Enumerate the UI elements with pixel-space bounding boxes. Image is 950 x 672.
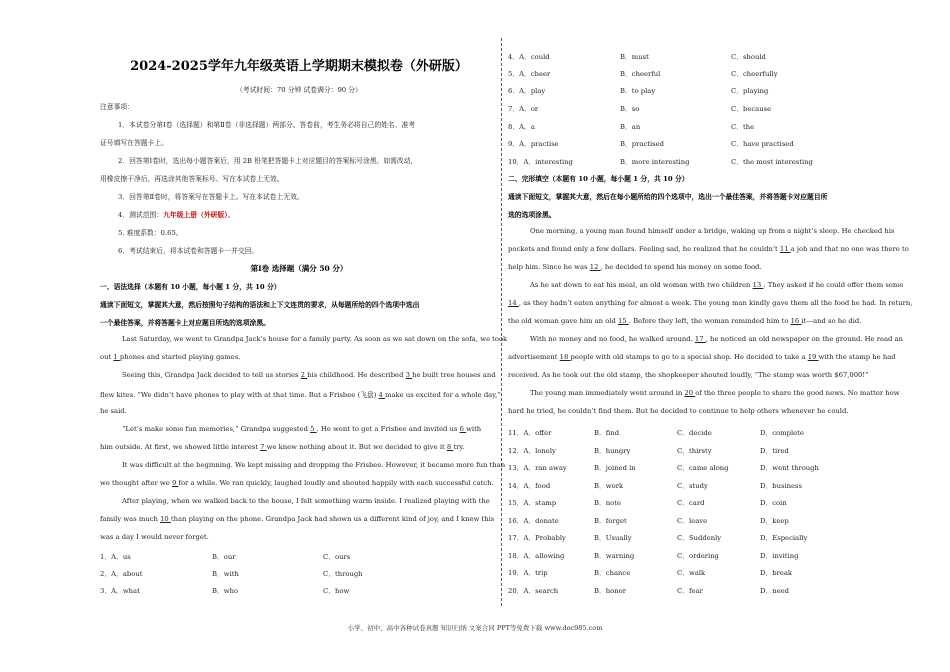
option-d[interactable]: D．Especially — [760, 534, 808, 542]
option-c[interactable]: C．walk — [677, 569, 706, 577]
option-row-13 — [508, 462, 908, 476]
text: of the three people to share the good news. No matter how — [695, 389, 900, 397]
blank-6: 6 — [459, 425, 467, 433]
text: , he noticed an old newspaper on the ground. He read an — [705, 335, 903, 343]
notice-3: 3．回答第Ⅱ卷时，将答案写在答题卡上。写在本试卷上无效。 — [118, 193, 304, 201]
blank-12: 12 — [589, 263, 601, 271]
option-a[interactable]: 4．A．could — [508, 53, 550, 61]
notice-1-line-2: 证号填写在答题卡上。 — [100, 139, 168, 147]
text: flew kites. “We didn’t have phones to play with at that time. But a Frisbee (飞盘) — [100, 391, 379, 399]
blank-20: 20 — [684, 389, 696, 397]
option-a[interactable]: 13．A．ran away — [508, 464, 567, 472]
text: Seeing this, Grandpa Jack decided to tell us stories — [122, 371, 301, 379]
option-b[interactable]: B．warning — [594, 552, 635, 560]
sec1-p2-line-3: he said. — [100, 407, 127, 415]
blank-7: 7 — [260, 443, 267, 451]
blank-9: 9 — [171, 479, 179, 487]
text: phones and started playing games. — [119, 353, 241, 361]
option-d[interactable]: D．coin — [760, 499, 787, 507]
blank-13: 13 — [752, 281, 764, 289]
option-c[interactable]: C．have practised — [731, 140, 794, 148]
option-a[interactable]: 5．A．cheer — [508, 70, 551, 78]
text: than playing on the phone. Grandpa Jack had shown us a different kind of joy, and I knew this — [170, 515, 495, 523]
sec1-p2-line-1 — [122, 371, 496, 379]
blank-5: 5 — [310, 425, 317, 433]
option-b[interactable]: B．find — [594, 429, 620, 437]
text: try. — [453, 443, 465, 451]
sec1-p1-line-2 — [100, 353, 240, 361]
option-row-18 — [508, 550, 908, 564]
text: a job and that no one was there to — [790, 245, 909, 253]
sec1-p5-line-3: was a day I would never forget. — [100, 533, 209, 541]
text: family was much — [100, 515, 161, 523]
option-a[interactable]: 11．A．offer — [508, 429, 552, 437]
notice-heading: 注意事项： — [100, 103, 134, 111]
option-c[interactable]: C．the most interesting — [731, 158, 813, 166]
blank-18: 18 — [559, 353, 571, 361]
text: it—and so he did. — [801, 317, 862, 325]
notice-2-line-2: 用橡皮擦干净后，再选涂其他答案标号。写在本试卷上无效。 — [100, 175, 284, 183]
option-row-19 — [508, 567, 908, 581]
option-row-7 — [508, 103, 908, 117]
option-row-6 — [508, 85, 908, 99]
option-a[interactable]: 17．A．Probably — [508, 534, 566, 542]
blank-2: 2 — [300, 371, 308, 379]
blank-8: 8 — [446, 443, 454, 451]
text: pockets and found only a few dollars. Feeling sad, he realized that he couldn’t — [508, 245, 780, 253]
option-c[interactable]: C．should — [731, 53, 766, 61]
option-c[interactable]: C．cheerfully — [731, 70, 778, 78]
blank-3: 3 — [405, 371, 413, 379]
option-c[interactable]: C．ours — [323, 553, 351, 561]
sec1-instruction-line-2: 一个最佳答案，并将答题卡上对应题目所选的选项涂黑。 — [100, 319, 270, 327]
notice-4-prefix: 4．测试范围： — [118, 211, 164, 219]
option-row-4 — [508, 51, 908, 65]
option-a[interactable]: 19．A．trip — [508, 569, 548, 577]
sec2-p2-line-2 — [508, 299, 912, 307]
option-b[interactable]: B．honor — [594, 587, 626, 595]
option-a[interactable]: 12．A．lonely — [508, 447, 556, 455]
exam-info: （考试时间：70 分钟 试卷满分：90 分） — [236, 86, 362, 94]
option-d[interactable]: D．tired — [760, 447, 789, 455]
option-row-17 — [508, 532, 908, 546]
page-title: 2024-2025学年九年级英语上学期期末模拟卷（外研版） — [130, 59, 468, 74]
blank-19: 19 — [807, 353, 819, 361]
text: With no money and no food, he walked around. — [530, 335, 695, 343]
option-b[interactable]: B．our — [212, 553, 236, 561]
option-c[interactable]: C．Suddenly — [677, 534, 722, 542]
text: he built tree houses and — [412, 371, 496, 379]
sec2-p4-line-1 — [530, 389, 900, 397]
option-d[interactable]: D．keep — [760, 517, 789, 525]
option-b[interactable]: B．with — [212, 570, 239, 578]
option-b[interactable]: B．note — [594, 499, 622, 507]
sec2-p1-line-1: One morning, a young man found himself under a bridge, waking up from a night’s sleep. He checked his — [530, 227, 895, 235]
option-d[interactable]: D．inviting — [760, 552, 799, 560]
sec1-p2-line-2 — [100, 389, 501, 399]
option-a[interactable]: 18．A．allowing — [508, 552, 565, 560]
blank-15: 15 — [617, 317, 629, 325]
option-row-3 — [100, 585, 498, 599]
sec2-instruction-line-2: 选的选项涂黑。 — [508, 211, 556, 219]
text: for a while. We ran quickly, laughed loudly and shouted happily with each successful catch. — [178, 479, 494, 487]
blank-16: 16 — [790, 317, 802, 325]
sec2-instruction-line-1: 通读下面短文，掌握其大意，然后在每小题所给的四个选项中，选出一个最佳答案，并将答题卡对应题目所 — [508, 193, 828, 201]
option-a[interactable]: 6．A．play — [508, 87, 546, 95]
option-b[interactable]: B．must — [620, 53, 649, 61]
text: , he decided to spend his money on some food. — [600, 263, 762, 271]
option-a[interactable]: 8．A．a — [508, 123, 535, 131]
text: with the stamp he had — [818, 353, 896, 361]
notice-2-line-1: 2．回答第Ⅰ卷时，选出每小题答案后，用 2B 铅笔把答题卡上对应题目的答案标号涂黑。如需改动， — [118, 157, 418, 165]
sec1-p1-line-1: Last Saturday, we went to Grandpa Jack’s house for a family party. As soon as we sat down on the sofa, we took — [122, 335, 508, 343]
option-a[interactable]: 14．A．food — [508, 482, 551, 490]
notice-1-line-1: 1．本试卷分第Ⅰ卷（选择题）和第Ⅱ卷（非选择题）两部分。答卷前，考生务必将自己的姓名、准考 — [118, 121, 416, 129]
blank-11: 11 — [779, 245, 791, 253]
option-b[interactable]: B．more interesting — [620, 158, 690, 166]
test-scope: 九年级上册（外研版） — [163, 211, 228, 219]
sec2-p3-line-2 — [508, 353, 896, 361]
sec2-p1-line-3 — [508, 263, 762, 271]
part1-heading: 第Ⅰ卷 选择题（满分 50 分） — [250, 264, 348, 273]
blank-4: 4 — [378, 391, 386, 399]
option-row-16 — [508, 515, 908, 529]
option-b[interactable]: B．who — [212, 587, 239, 595]
option-c[interactable]: C．playing — [731, 87, 769, 95]
option-c[interactable]: C．card — [677, 499, 705, 507]
text: we thought after we — [100, 479, 172, 487]
option-a[interactable]: 16．A．donate — [508, 517, 559, 525]
option-d[interactable]: D．went through — [760, 464, 819, 472]
sec1-p3-line-1 — [122, 425, 481, 433]
sec1-p3-line-2 — [100, 443, 464, 451]
text: . He went to get a Frisbee and invited us — [316, 425, 460, 433]
option-a[interactable]: 1．A．us — [100, 553, 131, 561]
option-b[interactable]: B．practised — [620, 140, 665, 148]
text: advertisement — [508, 353, 560, 361]
text: . They asked if he could offer them some — [763, 281, 904, 289]
sec2-p2-line-3 — [508, 317, 861, 325]
option-b[interactable]: B．an — [620, 123, 641, 131]
option-b[interactable]: B．Usually — [594, 534, 632, 542]
sec2-p4-line-2: hard he tried, he couldn’t find them. But he decided to continue to help others whenever he could. — [508, 407, 849, 415]
page-footer: 小学、初中、高中各种试卷真题 知识归纳 文案合同 PPT等免费下载 www.doc985.com — [347, 624, 603, 632]
sec1-p5-line-2 — [100, 515, 494, 523]
option-d[interactable]: D．complete — [760, 429, 804, 437]
option-c[interactable]: C．thirsty — [677, 447, 712, 455]
sec2-p3-line-3: received. As he took out the old stamp, the shopkeeper shouted loudly, “The stamp was worth $67,000!” — [508, 371, 869, 379]
option-a[interactable]: 15．A．stamp — [508, 499, 557, 507]
text: make us excited for a whole day,” — [385, 391, 501, 399]
blank-1: 1 — [113, 353, 120, 361]
option-b[interactable]: B．chance — [594, 569, 631, 577]
sec2-p1-line-2 — [508, 245, 909, 253]
text: the old woman gave him an old — [508, 317, 618, 325]
option-row-12 — [508, 445, 908, 459]
option-c[interactable]: C．study — [677, 482, 708, 490]
option-c[interactable]: C．because — [731, 105, 772, 113]
text: with — [466, 425, 482, 433]
notice-5: 5. 难度系数：0.65。 — [118, 229, 183, 237]
option-d[interactable]: D．break — [760, 569, 793, 577]
text: him outside. At first, we showed little interest — [100, 443, 261, 451]
option-c[interactable]: C．the — [731, 123, 755, 131]
option-b[interactable]: B．work — [594, 482, 624, 490]
option-row-11 — [508, 427, 908, 441]
option-row-8 — [508, 121, 908, 135]
sec1-heading: 一、语法选择（本题有 10 小题，每小题 1 分，共 10 分） — [100, 283, 281, 291]
option-c[interactable]: C．how — [323, 587, 350, 595]
option-c[interactable]: C．decide — [677, 429, 712, 437]
notice-4-suffix: 。 — [227, 211, 235, 219]
text: , as they hadn’t eaten anything for almost a week. The young man kindly gave them all the food he had. In return, — [518, 299, 913, 307]
option-row-10 — [508, 156, 908, 170]
text: people with old stamps to go to a special shop. He decided to take a — [570, 353, 808, 361]
text: his childhood. He described — [307, 371, 406, 379]
text: “Let’s make some fun memories,” Grandpa suggested — [122, 425, 311, 433]
text: . Before they left, the woman reminded him to — [628, 317, 791, 325]
option-a[interactable]: 3．A．what — [100, 587, 140, 595]
sec1-p5-line-1: After playing, when we walked back to the house, I felt something warm inside. I realized playing with the — [122, 497, 490, 505]
option-b[interactable]: B．so — [620, 105, 640, 113]
notice-6: 6．考试结束后，将本试卷和答题卡一并交回。 — [118, 247, 259, 255]
sec2-heading: 二、完形填空（本题有 10 小题，每小题 1 分，共 10 分） — [508, 175, 689, 183]
option-d[interactable]: D．need — [760, 587, 790, 595]
option-row-5 — [508, 68, 908, 82]
option-b[interactable]: B．cheerful — [620, 70, 661, 78]
option-row-14 — [508, 480, 908, 494]
sec1-p4-line-1: It was difficult at the beginning. We kept missing and dropping the Frisbee. However, it became more fun than — [122, 461, 506, 469]
option-a[interactable]: 10．A．interesting — [508, 158, 573, 166]
option-b[interactable]: B．hungry — [594, 447, 631, 455]
option-c[interactable]: C．fear — [677, 587, 703, 595]
option-b[interactable]: B．forget — [594, 517, 627, 525]
option-row-9 — [508, 138, 908, 152]
sec2-p3-line-1 — [530, 335, 903, 343]
option-row-2 — [100, 568, 498, 582]
sec1-instruction-line-1: 通读下面短文，掌握其大意，然后按照句子结构的语法和上下文连贯的要求，从每题所给的四个选项中选出 — [100, 301, 420, 309]
option-c[interactable]: C．leave — [677, 517, 708, 525]
option-b[interactable]: B．to play — [620, 87, 656, 95]
option-row-20 — [508, 585, 908, 599]
option-d[interactable]: D．business — [760, 482, 803, 490]
option-c[interactable]: C．came along — [677, 464, 729, 472]
blank-10: 10 — [160, 515, 171, 523]
option-c[interactable]: C．ordering — [677, 552, 719, 560]
notice-4 — [118, 209, 234, 219]
text: we knew nothing about it. But we decided to give it — [266, 443, 447, 451]
option-row-1 — [100, 551, 498, 565]
option-row-15 — [508, 497, 908, 511]
text: The young man immediately went around in — [530, 389, 685, 397]
option-a[interactable]: 9．A．practise — [508, 140, 559, 148]
text: As he sat down to eat his meal, an old woman with two children — [530, 281, 753, 289]
option-c[interactable]: C．through — [323, 570, 363, 578]
sec2-p2-line-1 — [530, 281, 903, 289]
text: help him. Since he was — [508, 263, 590, 271]
option-a[interactable]: 20．A．search — [508, 587, 559, 595]
column-divider — [501, 38, 502, 606]
option-a[interactable]: 7．A．or — [508, 105, 539, 113]
option-b[interactable]: B．joined in — [594, 464, 636, 472]
sec1-p4-line-2 — [100, 479, 494, 487]
blank-17: 17 — [694, 335, 706, 343]
text: out — [100, 353, 114, 361]
option-a[interactable]: 2．A．about — [100, 570, 143, 578]
blank-14: 14 — [508, 299, 519, 307]
